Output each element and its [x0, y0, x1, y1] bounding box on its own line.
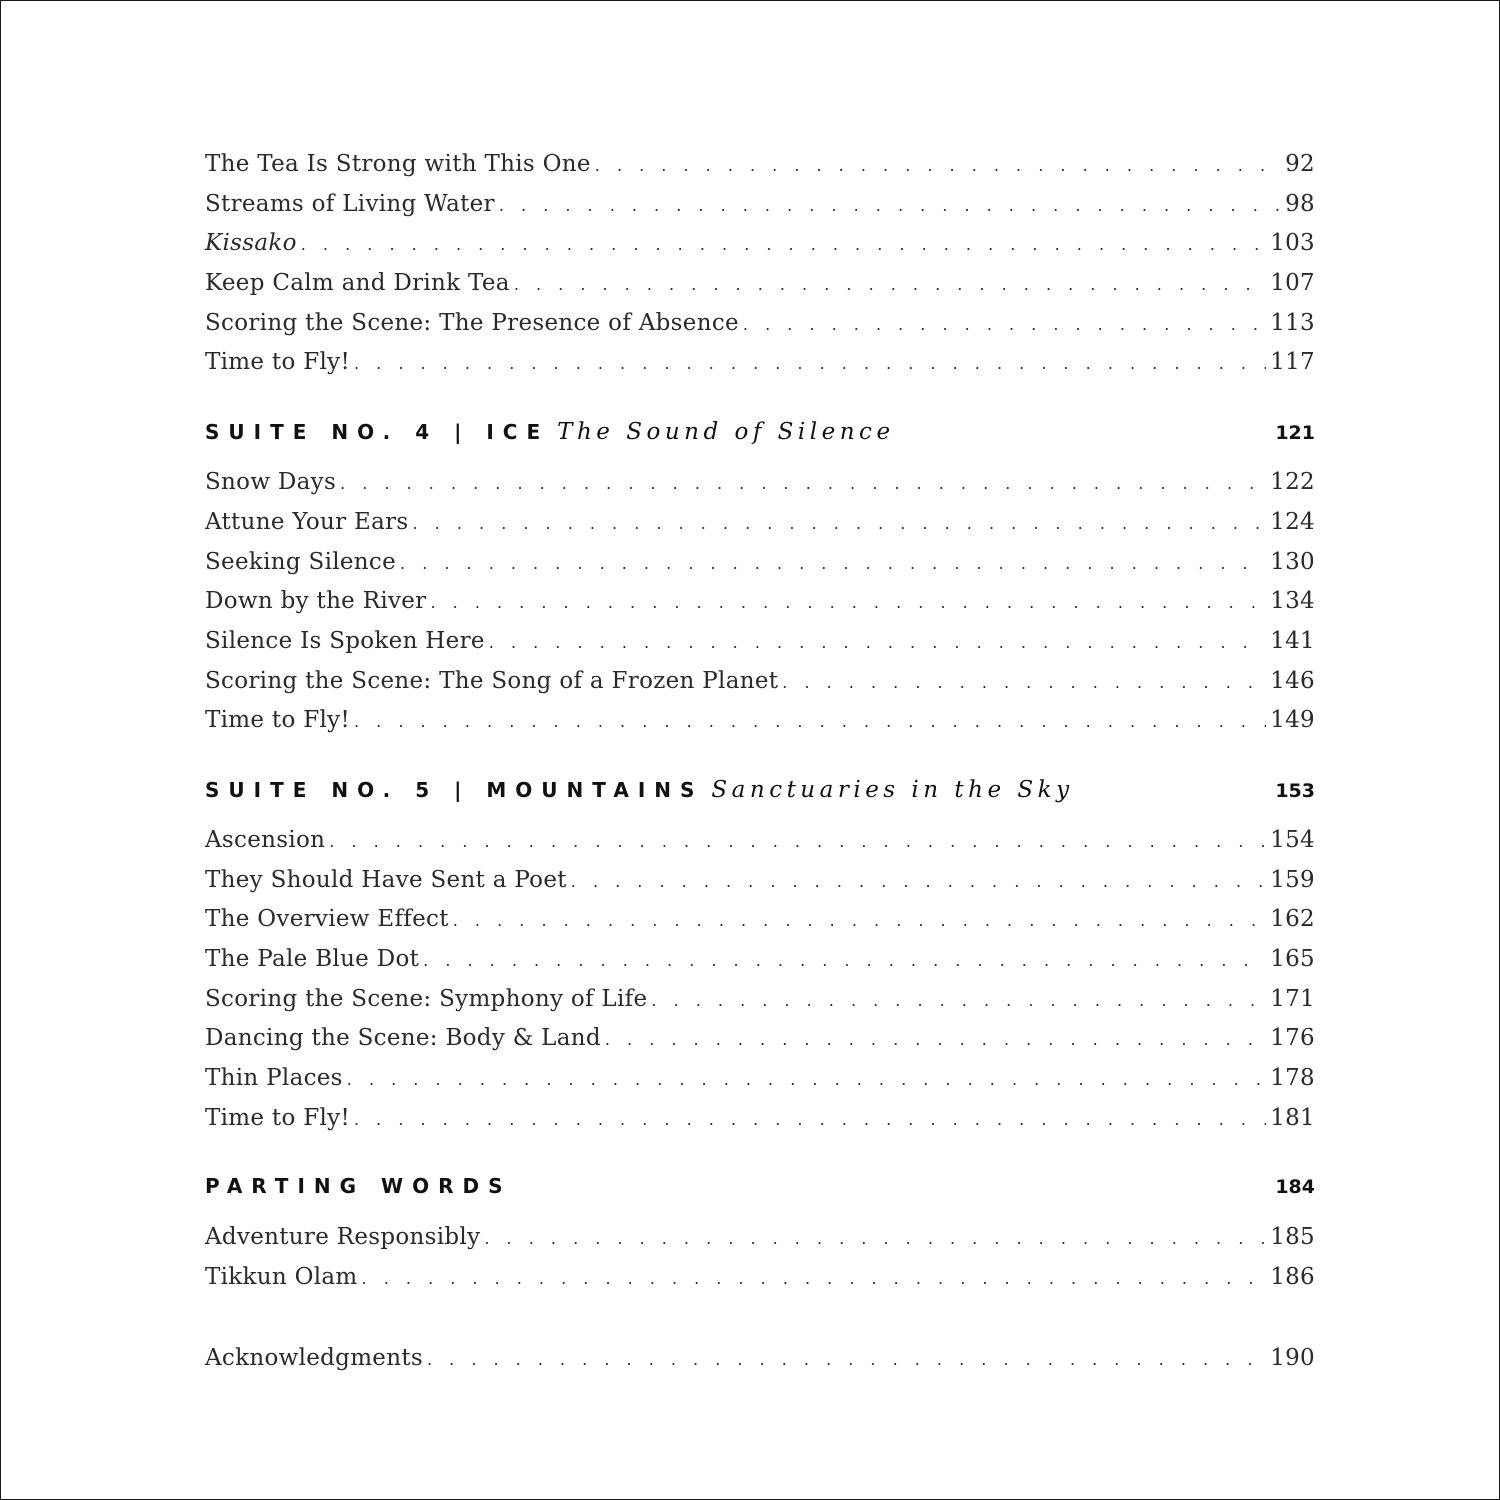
dot-leader — [453, 911, 1266, 930]
dot-leader — [413, 514, 1267, 533]
entry-page: 117 — [1270, 349, 1315, 376]
entry-page: 92 — [1285, 151, 1315, 177]
section-page: 184 — [1275, 1176, 1315, 1199]
dot-leader — [595, 156, 1281, 175]
entry-page: 141 — [1270, 627, 1315, 654]
toc-entry[interactable] — [205, 549, 1315, 589]
toc-entry[interactable] — [205, 1105, 1315, 1145]
dot-leader — [354, 1110, 1266, 1129]
entry-page: 146 — [1270, 667, 1315, 694]
dot-leader — [484, 1229, 1266, 1248]
section-heading-parting[interactable] — [205, 1174, 1315, 1214]
dot-leader — [427, 1350, 1266, 1369]
toc-entry[interactable] — [205, 151, 1315, 191]
entry-title: Time to Fly! — [205, 1104, 350, 1131]
toc-entry[interactable] — [205, 191, 1315, 231]
entry-page: 107 — [1270, 270, 1315, 297]
dot-leader — [423, 951, 1266, 970]
entry-title: Streams of Living Water — [205, 190, 495, 217]
entry-title: Scoring the Scene: Symphony of Life — [205, 985, 648, 1012]
entry-title: Thin Places — [205, 1065, 343, 1092]
entry-title: Acknowledgments — [205, 1344, 423, 1371]
entry-title: Adventure Responsibly — [205, 1224, 481, 1251]
suite5-entries — [205, 827, 1315, 1145]
toc-entry[interactable] — [205, 668, 1315, 708]
dot-leader — [571, 872, 1266, 891]
entry-page: 103 — [1270, 230, 1315, 257]
toc-entry[interactable] — [205, 906, 1315, 946]
dot-leader — [489, 633, 1266, 652]
entry-title: The Overview Effect — [205, 906, 449, 933]
entry-page: 98 — [1285, 190, 1315, 217]
entry-page: 134 — [1270, 588, 1315, 615]
entry-page: 130 — [1270, 548, 1315, 575]
entry-page: 122 — [1270, 469, 1315, 496]
entry-title: Snow Days — [205, 469, 337, 496]
entry-page: 185 — [1270, 1224, 1315, 1251]
entry-page: 162 — [1270, 906, 1315, 933]
entry-title: They Should Have Sent a Poet — [205, 866, 567, 893]
spacer — [205, 1304, 1315, 1345]
toc-entry[interactable] — [205, 1224, 1315, 1264]
dot-leader — [354, 712, 1266, 731]
entry-title: Attune Your Ears — [205, 508, 409, 535]
section-label: PARTING WORDS — [205, 1174, 512, 1199]
dot-leader — [400, 554, 1266, 573]
entry-page: 113 — [1270, 309, 1315, 336]
entry-page: 154 — [1270, 826, 1315, 853]
entry-title: Dancing the Scene: Body & Land — [205, 1025, 601, 1052]
entry-page: 165 — [1270, 946, 1315, 972]
dot-leader — [605, 1030, 1266, 1049]
dot-leader — [362, 1269, 1267, 1288]
section-subtitle: Sanctuaries in the Sky — [711, 776, 1074, 803]
dot-leader — [340, 474, 1266, 493]
section-page: 153 — [1275, 779, 1315, 802]
entry-title: Tikkun Olam — [205, 1264, 358, 1291]
toc-entry[interactable] — [205, 986, 1315, 1026]
entry-title: The Tea Is Strong with This One — [205, 151, 591, 177]
toc-entry[interactable] — [205, 270, 1315, 310]
suite4-entries — [205, 469, 1315, 747]
entry-title: Keep Calm and Drink Tea — [205, 270, 510, 297]
section-page: 121 — [1275, 422, 1315, 445]
entry-title: Time to Fly! — [205, 707, 350, 734]
dot-leader — [651, 991, 1266, 1010]
entry-page: 178 — [1270, 1065, 1315, 1092]
toc-entry[interactable] — [205, 827, 1315, 867]
toc-entry[interactable] — [205, 469, 1315, 509]
toc-entry[interactable] — [205, 707, 1315, 747]
entry-page: 181 — [1270, 1104, 1315, 1131]
back-matter-entries — [205, 1345, 1315, 1385]
entry-title: Time to Fly! — [205, 349, 350, 376]
entry-title: Ascension — [205, 826, 326, 853]
entry-page: 186 — [1270, 1264, 1315, 1291]
section-heading-suite5[interactable] — [205, 777, 1315, 817]
toc-entry[interactable] — [205, 946, 1315, 986]
entry-title: Silence Is Spoken Here — [205, 627, 485, 654]
entry-page: 124 — [1270, 508, 1315, 535]
entry-page: 149 — [1270, 707, 1315, 734]
toc-entry[interactable] — [205, 509, 1315, 549]
section-heading-suite4[interactable] — [205, 419, 1315, 459]
suite3-entries — [205, 151, 1315, 389]
entry-page: 171 — [1270, 985, 1315, 1012]
entry-page: 176 — [1270, 1025, 1315, 1052]
toc-entry[interactable] — [205, 867, 1315, 907]
dot-leader — [347, 1070, 1266, 1089]
dot-leader — [301, 235, 1266, 254]
toc-entry[interactable] — [205, 628, 1315, 668]
parting-entries — [205, 1224, 1315, 1303]
entry-title: Seeking Silence — [205, 548, 397, 575]
section-label: SUITE NO. 5 | MOUNTAINS — [205, 777, 704, 802]
dot-leader — [354, 354, 1266, 373]
entry-title: Down by the River — [205, 588, 427, 615]
dot-leader — [499, 196, 1281, 215]
dot-leader — [329, 832, 1266, 851]
dot-leader — [743, 315, 1266, 334]
toc-entry[interactable] — [205, 1264, 1315, 1304]
toc-entry[interactable] — [205, 1065, 1315, 1105]
toc-entry[interactable] — [205, 349, 1315, 389]
section-label: SUITE NO. 4 | ICE — [205, 420, 550, 445]
entry-title: Scoring the Scene: The Presence of Absence — [205, 309, 739, 336]
toc-entry[interactable] — [205, 230, 1315, 270]
toc-entry[interactable] — [205, 1025, 1315, 1065]
toc-entry[interactable] — [205, 310, 1315, 350]
toc-entry[interactable] — [205, 1345, 1315, 1385]
toc-entry[interactable] — [205, 588, 1315, 628]
entry-page: 159 — [1270, 866, 1315, 893]
dot-leader — [430, 593, 1266, 612]
entry-page: 190 — [1270, 1344, 1315, 1371]
table-of-contents — [205, 151, 1315, 1385]
dot-leader — [514, 275, 1266, 294]
entry-title: Scoring the Scene: The Song of a Frozen Planet — [205, 667, 779, 694]
entry-title: Kissako — [205, 230, 297, 257]
section-subtitle: The Sound of Silence — [557, 419, 895, 446]
dot-leader — [782, 673, 1266, 692]
entry-title: The Pale Blue Dot — [205, 946, 420, 972]
